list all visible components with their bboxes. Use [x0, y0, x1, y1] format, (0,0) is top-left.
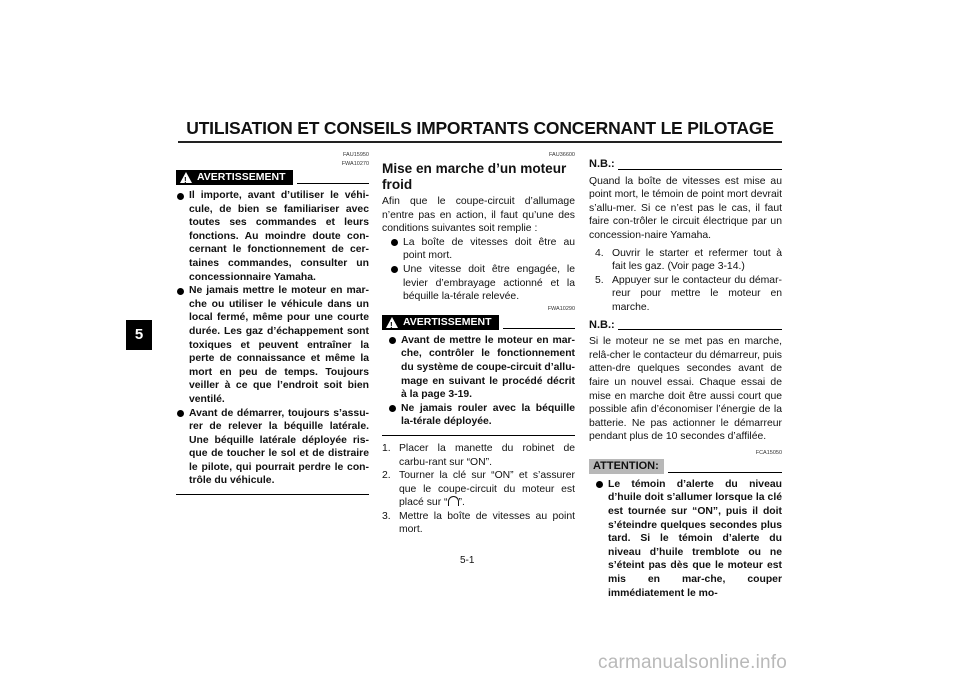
warning-bullet: Ne jamais mettre le moteur en mar-che ou utiliser le véhicule dans un local fermé, même pour une courte durée. Les gaz d’échappement sont toxiques et peuvent entraîner la perte de connaissance et même la mort en peu de temps. Toujours veiller à ce que l’endroit soit bien ventilé. [176, 284, 369, 406]
ref-code: FAU15950 [343, 152, 369, 158]
watermark: carmanualsonline.info [598, 652, 788, 673]
note-paragraph: Quand la boîte de vitesses est mise au point mort, le témoin de point mort devrait s’allu-mer. Si ce n’est pas le cas, il faut faire con-trôler le circuit électrique par un concession-naire Yamaha. [589, 175, 782, 241]
warning-end-rule [176, 494, 369, 495]
page-number: 5-1 [460, 555, 475, 566]
ref-code: FCA15050 [755, 449, 782, 456]
step-item: 3. Mettre la boîte de vitesses au point mort. [382, 510, 575, 536]
step-item: 4. Ouvrir le starter et refermer tout à fait les gaz. (Voir page 3-14.) [595, 247, 782, 273]
column-3 [589, 156, 782, 600]
header-rule [178, 141, 782, 143]
warning-bullet: Avant de démarrer, toujours s’assu-rer de relever la béquille latérale. Une béquille latérale déployée ris-que de toucher le sol et de distraire le pilote, qui pourrait perdre le con-trôle du véhicule. [176, 407, 369, 489]
step-item: 5. Appuyer sur le contacteur du démar-reur pour mettre le moteur en marche. [595, 274, 782, 313]
engine-run-symbol-icon [448, 496, 459, 506]
ref-code: FWA10270 [341, 161, 369, 167]
warning-bullet: Avant de mettre le moteur en mar-che, contrôler le fonctionnement du système de coupe-circuit d’allu-mage en suivant le procédé décrit à la page 3-19. [388, 334, 575, 402]
page-header-title: UTILISATION ET CONSEILS IMPORTANTS CONCERNANT LE PILOTAGE [186, 118, 774, 138]
attention-header [589, 459, 782, 474]
warning-label: AVERTISSEMENT [403, 315, 492, 328]
note-header: N.B.: [589, 319, 782, 333]
warning-header [176, 170, 369, 185]
column-1 [176, 150, 369, 495]
warning-header [382, 315, 575, 330]
warning-triangle-icon [180, 172, 192, 183]
note-header: N.B.: [589, 158, 782, 172]
chapter-tab: 5 [126, 320, 152, 350]
section-title: Mise en marche d’un moteur froid [382, 161, 567, 192]
warning-bullet: Ne jamais rouler avec la béquille la-térale déployée. [388, 402, 575, 429]
step-item: 2. Tourner la clé sur “ON” et s’assurer que le coupe-circuit du moteur est placé sur “ ”. [382, 470, 575, 509]
condition-item: Une vitesse doit être engagée, le levier d’embrayage actionné et la béquille la-térale relevée. [390, 263, 575, 304]
warning-end-rule [382, 435, 575, 436]
attention-bullet: Le témoin d’alerte du niveau d’huile doit s’allumer lorsque la clé est tournée sur “ON”, puis il doit s’éteindre quelques secondes plus tard. Si le témoin d’alerte du niveau d’huile tremblote ou ne s’éteint pas dès que le moteur est mis en mar-che, couper immédiatement le mo- [595, 478, 782, 600]
attention-label: ATTENTION: [589, 459, 664, 474]
ref-code: FAU36600 [549, 152, 575, 158]
warning-triangle-icon [386, 317, 398, 328]
column-2 [382, 150, 575, 537]
warning-bullet: Il importe, avant d’utiliser le véhi-cule, de bien se familiariser avec toutes ses commandes et leurs fonctions. Au moindre doute con-cernant le fonctionnement de cer-taines commandes, consulter un concessionnaire Yamaha. [176, 189, 369, 284]
step-item: 1. Placer la manette du robinet de carbu-rant sur “ON”. [382, 442, 575, 468]
ref-code: FWA10290 [547, 305, 575, 312]
intro-paragraph: Afin que le coupe-circuit d’allumage n’entre pas en action, il faut qu’une des conditions suivantes soit remplie : [382, 196, 575, 235]
note-paragraph: Si le moteur ne se met pas en marche, relâ-cher le contacteur du démarreur, puis atten-dre quelques secondes avant de faire un nouvel essai. Chaque essai de mise en marche doit être aussi court que possible afin d’économiser l’énergie de la batterie. Ne pas actionner le démarreur pendant plus de 10 secondes d’affilée. [589, 336, 782, 443]
condition-item: La boîte de vitesses doit être au point mort. [390, 236, 575, 263]
warning-label: AVERTISSEMENT [197, 171, 286, 183]
